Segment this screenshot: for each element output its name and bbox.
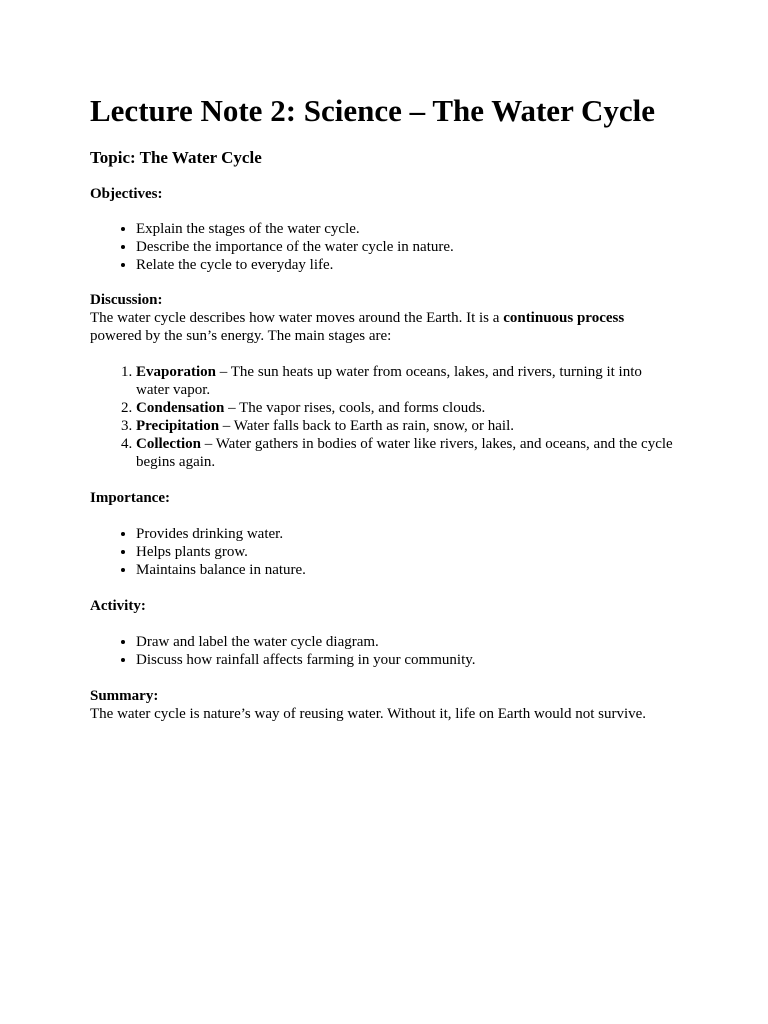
stage-description: – Water gathers in bodies of water like rivers, lakes, and oceans, and the cycle begins again. bbox=[136, 436, 673, 470]
list-item: • Maintains balance in nature. bbox=[136, 561, 678, 579]
stage-item bbox=[136, 363, 678, 399]
list-item: • Describe the importance of the water cycle in nature. bbox=[136, 238, 678, 256]
stage-item bbox=[136, 435, 678, 471]
list-item: • Helps plants grow. bbox=[136, 543, 678, 561]
discussion-bold-text: continuous process bbox=[503, 310, 625, 326]
summary-heading: Summary: bbox=[90, 688, 159, 704]
discussion-text: powered by the sun’s energy. The main stages are: bbox=[90, 328, 392, 344]
objectives-heading: Objectives: bbox=[90, 186, 163, 202]
discussion-heading: Discussion: bbox=[90, 292, 163, 308]
stage-term: Condensation bbox=[136, 400, 225, 416]
importance-heading: Importance: bbox=[90, 490, 170, 506]
stages-list bbox=[90, 363, 678, 471]
list-item: • Explain the stages of the water cycle. bbox=[136, 220, 678, 238]
stage-item bbox=[136, 417, 678, 435]
stage-description: – The sun heats up water from oceans, lakes, and rivers, turning it into water vapor. bbox=[136, 364, 642, 398]
stage-description: – Water falls back to Earth as rain, snow, or hail. bbox=[219, 418, 515, 434]
stage-term: Precipitation bbox=[136, 418, 220, 434]
stage-item bbox=[136, 399, 678, 417]
summary-paragraph: The water cycle is nature’s way of reusing water. Without it, life on Earth would not survive. bbox=[90, 706, 647, 722]
list-item: • Provides drinking water. bbox=[136, 525, 678, 543]
activity-heading: Activity: bbox=[90, 598, 146, 614]
stage-description: – The vapor rises, cools, and forms clouds. bbox=[224, 400, 486, 416]
list-item: • Relate the cycle to everyday life. bbox=[136, 256, 678, 274]
activity-list bbox=[90, 633, 678, 669]
discussion-paragraph bbox=[90, 309, 678, 345]
topic-heading: Topic: The Water Cycle bbox=[90, 148, 262, 167]
document-title: Lecture Note 2: Science – The Water Cycle bbox=[90, 93, 656, 128]
importance-list bbox=[90, 525, 678, 579]
list-item: • Discuss how rainfall affects farming in your community. bbox=[136, 651, 678, 669]
stage-term: Evaporation bbox=[136, 364, 217, 380]
objectives-list bbox=[90, 220, 678, 274]
list-item: • Draw and label the water cycle diagram. bbox=[136, 633, 678, 651]
stage-term: Collection bbox=[136, 436, 201, 452]
discussion-text: The water cycle describes how water moves around the Earth. It is a bbox=[90, 310, 504, 326]
